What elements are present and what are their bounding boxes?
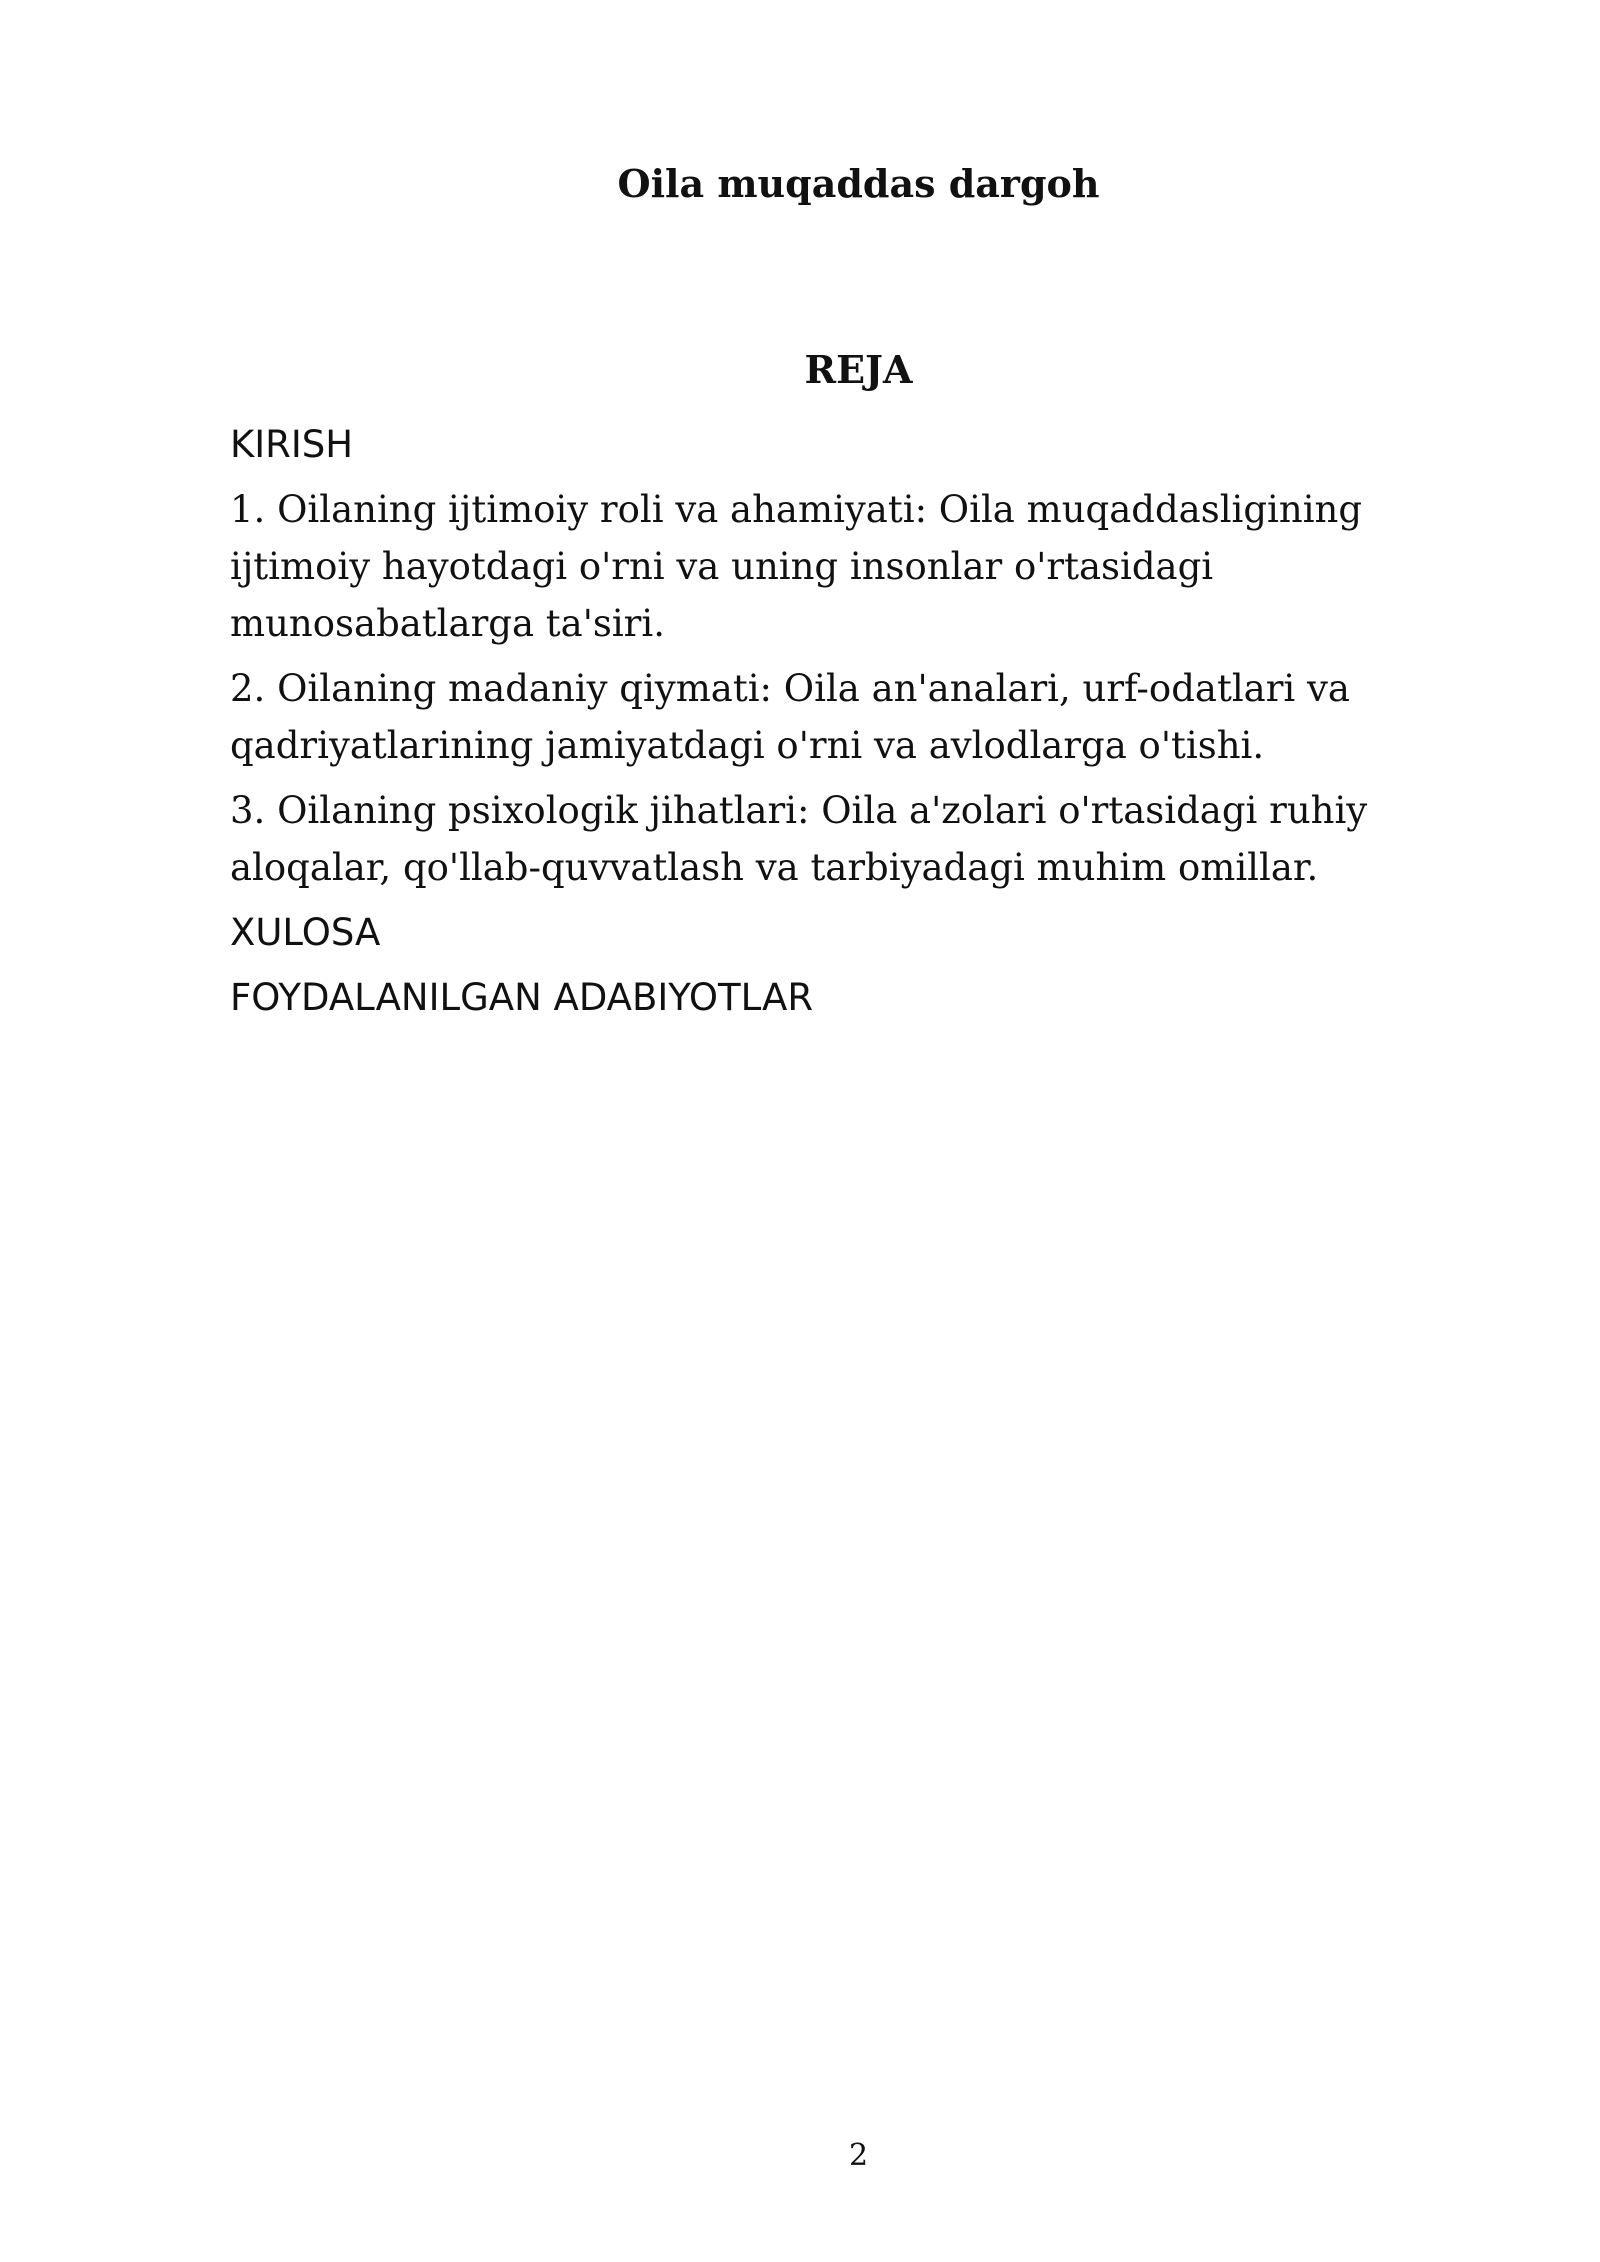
plan-list (230, 416, 1410, 1034)
plan-item-2: 2. Oilaning madaniy qiymati: Oila an'analari, urf-odatlari va qadriyatlarining jamiyatdagi o'rni va avlodlarga o'tishi. (230, 667, 1350, 767)
plan-item-3: 3. Oilaning psixologik jihatlari: Oila a'zolari o'rtasidagi ruhiy aloqalar, qo'llab-quvvatlash va tarbiyadagi muhim omillar. (230, 789, 1368, 889)
plan-references: FOYDALANILGAN ADABIYOTLAR (230, 976, 814, 1019)
document-title: Oila muqaddas dargoh (617, 161, 1100, 206)
plan-conclusion: XULOSA (230, 911, 381, 954)
page-number: 2 (848, 2138, 869, 2173)
plan-item-1: 1. Oilaning ijtimoiy roli va ahamiyati: Oila muqaddasligining ijtimoiy hayotdagi o'rni va uning insonlar o'rtasidagi munosabatlarga ta'siri. (230, 488, 1363, 645)
plan-heading: REJA (804, 347, 913, 392)
plan-intro: KIRISH (230, 423, 354, 466)
